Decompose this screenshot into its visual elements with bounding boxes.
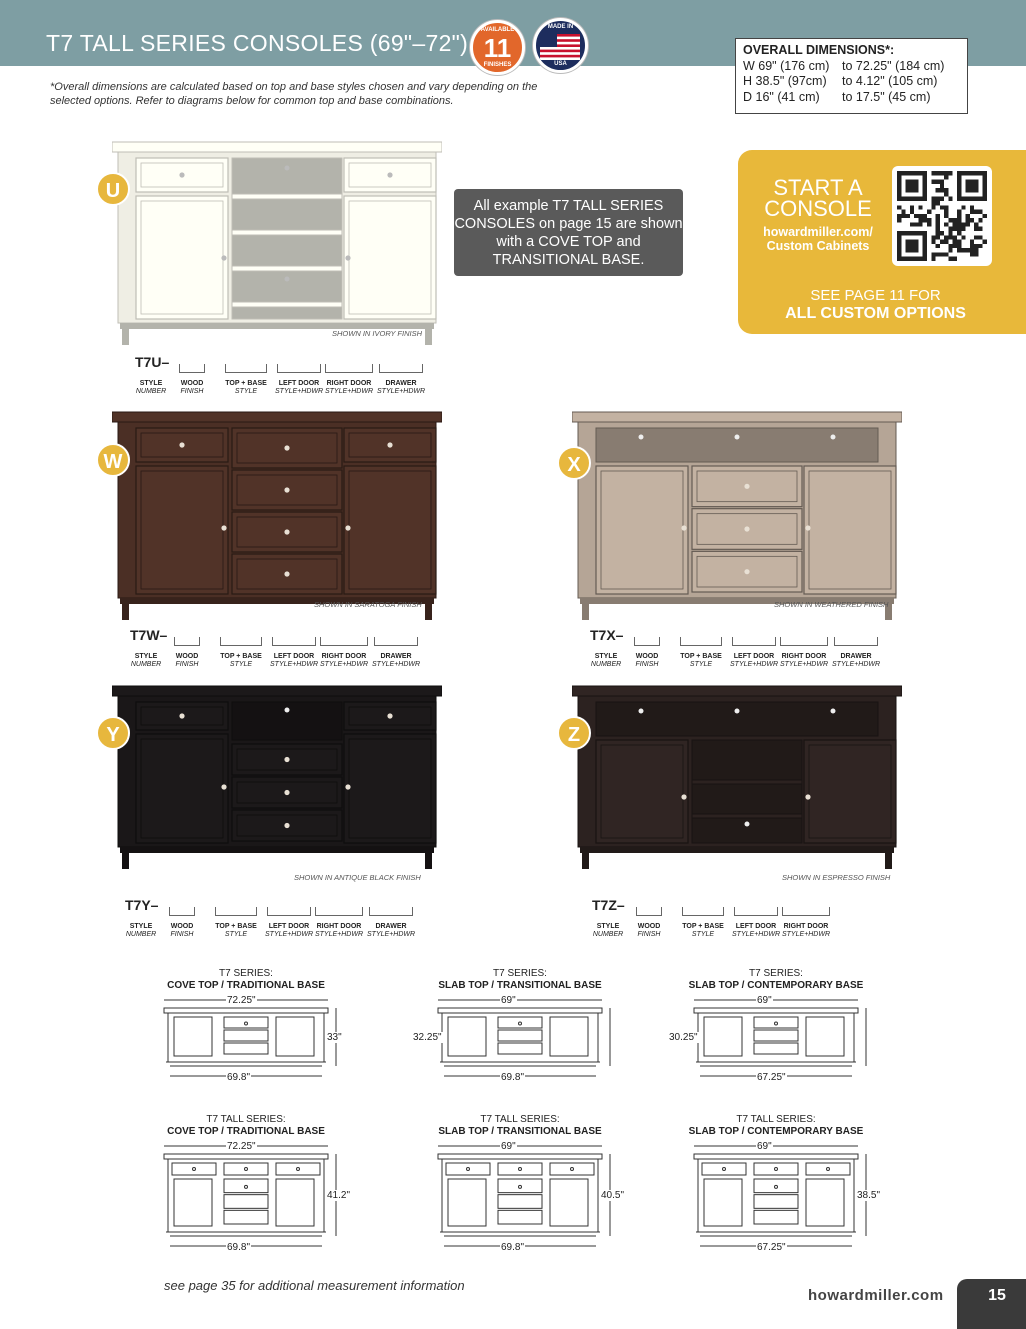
code-label (265, 923, 313, 939)
code-label (634, 923, 664, 939)
code-label-line: STYLE (129, 923, 153, 930)
code-label-line: STYLE (134, 653, 158, 660)
code-blank (379, 364, 423, 373)
top-width-label: 72.25" (227, 995, 256, 1006)
code-label-sub: FINISH (170, 931, 194, 938)
code-label-line: WOOD (175, 653, 199, 660)
top-width-label: 69" (501, 995, 516, 1006)
console-letter-badge: U (96, 172, 130, 206)
code-label (123, 923, 159, 939)
height-label: 33" (327, 1032, 342, 1043)
code-label (128, 653, 164, 669)
style-code: T7U– (135, 354, 170, 370)
code-label (632, 653, 662, 669)
code-blank (374, 637, 418, 646)
start-line-1: START A (773, 175, 863, 200)
dimension-row (743, 74, 960, 90)
dimensions-note: *Overall dimensions are calculated based on top and base styles chosen and vary depending on the selected options. Refer to diagrams below for common top and base combinations. (50, 81, 538, 107)
code-label-line: LEFT DOOR (268, 923, 310, 930)
code-label (313, 923, 365, 939)
code-label-line: RIGHT DOOR (326, 380, 372, 387)
code-label-sub: STYLE+HDWR (270, 661, 319, 668)
code-label-sub: NUMBER (125, 931, 157, 938)
code-label-sub: STYLE+HDWR (377, 388, 426, 395)
code-label-sub: STYLE+HDWR (372, 661, 421, 668)
code-blank (782, 907, 830, 916)
base-width-label: 69.8" (501, 1242, 525, 1253)
code-label (367, 923, 415, 939)
us-flag-icon (540, 34, 580, 60)
code-label-sub: STYLE+HDWR (779, 661, 829, 668)
page-number: 15 (957, 1279, 1026, 1329)
code-label-sub: STYLE+HDWR (730, 661, 779, 668)
code-label-line: DRAWER (840, 653, 872, 660)
code-label-sub: STYLE (229, 661, 253, 668)
diagram-drawing (430, 1140, 620, 1252)
diagram-title: T7 SERIES: (219, 968, 273, 979)
code-label-line: TOP + BASE (225, 380, 267, 387)
made-in-usa-badge (533, 18, 588, 73)
code-label-sub: NUMBER (130, 661, 162, 668)
diagram-title: T7 TALL SERIES: (736, 1114, 816, 1125)
dimension-diagram (676, 1114, 876, 1138)
url-line-1: howardmiller.com/ (763, 225, 873, 239)
dimension-diagram (676, 968, 876, 992)
console-y-image (112, 684, 442, 874)
code-blank (320, 637, 368, 646)
code-label-sub: STYLE+HDWR (265, 931, 314, 938)
dimension-row (743, 90, 960, 106)
code-blank (369, 907, 413, 916)
code-label-sub: FINISH (180, 388, 204, 395)
diagram-drawing (156, 1140, 346, 1252)
code-label (323, 380, 375, 396)
code-label-line: WOOD (637, 923, 661, 930)
code-label-sub: STYLE (224, 931, 248, 938)
code-label-line: LEFT DOOR (273, 653, 315, 660)
dimension-min: D 16" (41 cm) (743, 89, 820, 104)
diagram-title: T7 TALL SERIES: (206, 1114, 286, 1125)
usa-badge-bottom: USA (554, 61, 567, 67)
code-label-sub: STYLE+HDWR (324, 388, 374, 395)
finish-caption: SHOWN IN WEATHERED FINISH (774, 600, 889, 609)
code-label (318, 653, 370, 669)
code-label-line: LEFT DOOR (733, 653, 775, 660)
finish-caption: SHOWN IN IVORY FINISH (332, 329, 423, 338)
code-label-line: DRAWER (375, 923, 407, 930)
diagram-subtitle: COVE TOP / TRADITIONAL BASE (167, 980, 325, 991)
finishes-badge-number: 11 (483, 33, 512, 63)
base-width-label: 67.25" (757, 1072, 786, 1083)
code-label-line: WOOD (180, 380, 204, 387)
code-label-line: TOP + BASE (220, 653, 262, 660)
code-blank (680, 637, 722, 646)
code-blank (179, 364, 205, 373)
console-letter-badge: Y (96, 716, 130, 750)
console-letter-badge: W (96, 443, 130, 477)
code-label-line: TOP + BASE (682, 923, 724, 930)
code-blank (325, 364, 373, 373)
console-letter-badge: Z (557, 716, 591, 750)
height-label: 41.2" (327, 1190, 351, 1201)
code-label-line: TOP + BASE (215, 923, 257, 930)
diagram-title: T7 SERIES: (749, 968, 803, 979)
code-label (172, 653, 202, 669)
code-label-line: DRAWER (385, 380, 417, 387)
code-label (218, 653, 264, 669)
code-label (275, 380, 323, 396)
code-label-line: RIGHT DOOR (781, 653, 827, 660)
code-blank (682, 907, 724, 916)
dimension-row (743, 59, 960, 75)
diagram-drawing (686, 1140, 876, 1252)
console-letter-badge: X (557, 446, 591, 480)
cove-top-callout: All example T7 TALL SERIES CONSOLES on page 15 are shown with a COVE TOP and TRANSITIONAL BASE. (454, 189, 683, 276)
code-label-line: RIGHT DOOR (316, 923, 362, 930)
code-blank (220, 637, 262, 646)
finish-caption: SHOWN IN ANTIQUE BLACK FINISH (294, 873, 421, 882)
url-line-2: Custom Cabinets (766, 239, 870, 253)
code-label-line: RIGHT DOOR (321, 653, 367, 660)
code-blank (732, 637, 776, 646)
code-label-line: LEFT DOOR (278, 380, 320, 387)
code-label-sub: STYLE+HDWR (275, 388, 324, 395)
console-w-image (112, 410, 442, 625)
dimension-diagram (420, 1114, 620, 1138)
finish-caption: SHOWN IN SARATOGA FINISH (314, 600, 422, 609)
code-label-line: RIGHT DOOR (783, 923, 829, 930)
dimension-diagram (146, 968, 346, 992)
diagram-drawing (686, 994, 876, 1082)
code-label (832, 653, 880, 669)
code-blank (734, 907, 778, 916)
code-label (780, 923, 832, 939)
finishes-badge (470, 20, 525, 75)
code-label-sub: NUMBER (135, 388, 167, 395)
code-label-sub: STYLE+HDWR (319, 661, 369, 668)
start-line-2: CONSOLE (764, 196, 872, 221)
dimension-max: to 4.12" (105 cm) (842, 74, 938, 88)
code-blank (277, 364, 321, 373)
top-width-label: 69" (501, 1141, 516, 1152)
diagram-subtitle: SLAB TOP / CONTEMPORARY BASE (688, 980, 864, 991)
code-label-sub: NUMBER (590, 661, 622, 668)
code-blank (174, 637, 200, 646)
dimension-diagram (420, 968, 620, 992)
code-label-sub: NUMBER (592, 931, 624, 938)
code-label-sub: FINISH (635, 661, 659, 668)
base-width-label: 69.8" (227, 1242, 251, 1253)
diagram-drawing (430, 994, 620, 1082)
code-blank (834, 637, 878, 646)
see-page-text: SEE PAGE 11 FOR (810, 287, 941, 304)
style-code: T7Y– (125, 897, 159, 913)
code-label (732, 923, 780, 939)
code-label (133, 380, 169, 396)
top-width-label: 72.25" (227, 1141, 256, 1152)
code-blank (225, 364, 267, 373)
finish-caption: SHOWN IN ESPRESSO FINISH (782, 873, 891, 882)
code-label (730, 653, 778, 669)
diagram-subtitle: SLAB TOP / TRANSITIONAL BASE (438, 1126, 602, 1137)
code-label-line: STYLE (596, 923, 620, 930)
code-label-line: STYLE (594, 653, 618, 660)
console-z-image (572, 684, 902, 874)
style-code: T7Z– (592, 897, 625, 913)
base-width-label: 67.25" (757, 1242, 786, 1253)
console-x-image (572, 410, 902, 625)
start-console-heading (738, 177, 898, 219)
code-label (213, 923, 259, 939)
code-label-sub: FINISH (175, 661, 199, 668)
website-link[interactable]: howardmiller.com (808, 1287, 944, 1304)
code-blank (169, 907, 195, 916)
base-width-label: 69.8" (501, 1072, 525, 1083)
code-label (372, 653, 420, 669)
code-label (588, 653, 624, 669)
diagram-drawing (156, 994, 346, 1082)
code-label (270, 653, 318, 669)
start-console-panel[interactable] (738, 150, 1026, 334)
diagram-subtitle: COVE TOP / TRADITIONAL BASE (167, 1126, 325, 1137)
qr-code-icon[interactable] (892, 166, 992, 266)
code-label-sub: STYLE+HDWR (732, 931, 781, 938)
code-label-line: DRAWER (380, 653, 412, 660)
code-blank (315, 907, 363, 916)
dimension-diagram (146, 1114, 346, 1138)
code-label (167, 923, 197, 939)
page-title: T7 TALL SERIES CONSOLES (69"–72") (46, 30, 469, 56)
code-label-sub: STYLE+HDWR (314, 931, 364, 938)
diagram-subtitle: SLAB TOP / CONTEMPORARY BASE (688, 1126, 864, 1137)
code-label (678, 653, 724, 669)
height-label: 30.25" (669, 1032, 698, 1043)
code-blank (215, 907, 257, 916)
style-code: T7X– (590, 627, 624, 643)
dimensions-heading: OVERALL DIMENSIONS*: (743, 43, 895, 57)
code-label-sub: STYLE+HDWR (832, 661, 881, 668)
code-blank (272, 637, 316, 646)
code-label-line: LEFT DOOR (735, 923, 777, 930)
code-label (590, 923, 626, 939)
dimension-min: H 38.5" (97cm) (743, 74, 827, 88)
code-label-line: WOOD (170, 923, 194, 930)
code-label (778, 653, 830, 669)
code-label (177, 380, 207, 396)
code-label-sub: STYLE+HDWR (781, 931, 831, 938)
dimension-min: W 69" (176 cm) (743, 58, 830, 73)
code-label (680, 923, 726, 939)
code-label-sub: STYLE (691, 931, 715, 938)
code-blank (267, 907, 311, 916)
code-label-line: STYLE (139, 380, 163, 387)
style-code: T7W– (130, 627, 168, 643)
overall-dimensions-box (735, 38, 968, 114)
height-label: 38.5" (857, 1190, 881, 1201)
all-options-text: ALL CUSTOM OPTIONS (785, 305, 966, 322)
code-blank (636, 907, 662, 916)
base-width-label: 69.8" (227, 1072, 251, 1083)
code-label-sub: STYLE+HDWR (367, 931, 416, 938)
code-blank (780, 637, 828, 646)
code-blank (634, 637, 660, 646)
code-label-line: TOP + BASE (680, 653, 722, 660)
code-label (377, 380, 425, 396)
dimension-max: to 17.5" (45 cm) (842, 89, 931, 104)
dimension-max: to 72.25" (184 cm) (842, 58, 945, 73)
usa-badge-top: MADE IN (547, 24, 574, 30)
diagram-title: T7 SERIES: (493, 968, 547, 979)
measurement-note: see page 35 for additional measurement information (164, 1278, 465, 1293)
top-width-label: 69" (757, 1141, 772, 1152)
custom-cabinets-link[interactable] (738, 225, 898, 253)
console-u-image (112, 140, 442, 350)
code-label (223, 380, 269, 396)
diagram-subtitle: SLAB TOP / TRANSITIONAL BASE (438, 980, 602, 991)
height-label: 32.25" (413, 1032, 442, 1043)
top-width-label: 69" (757, 995, 772, 1006)
code-label-sub: FINISH (637, 931, 661, 938)
code-label-sub: STYLE (689, 661, 713, 668)
finishes-badge-bottom: FINISHES (483, 62, 512, 68)
code-label-sub: STYLE (234, 388, 258, 395)
code-label-line: WOOD (635, 653, 659, 660)
finishes-badge-top: AVAILABLE (480, 27, 515, 33)
height-label: 40.5" (601, 1190, 625, 1201)
diagram-title: T7 TALL SERIES: (480, 1114, 560, 1125)
